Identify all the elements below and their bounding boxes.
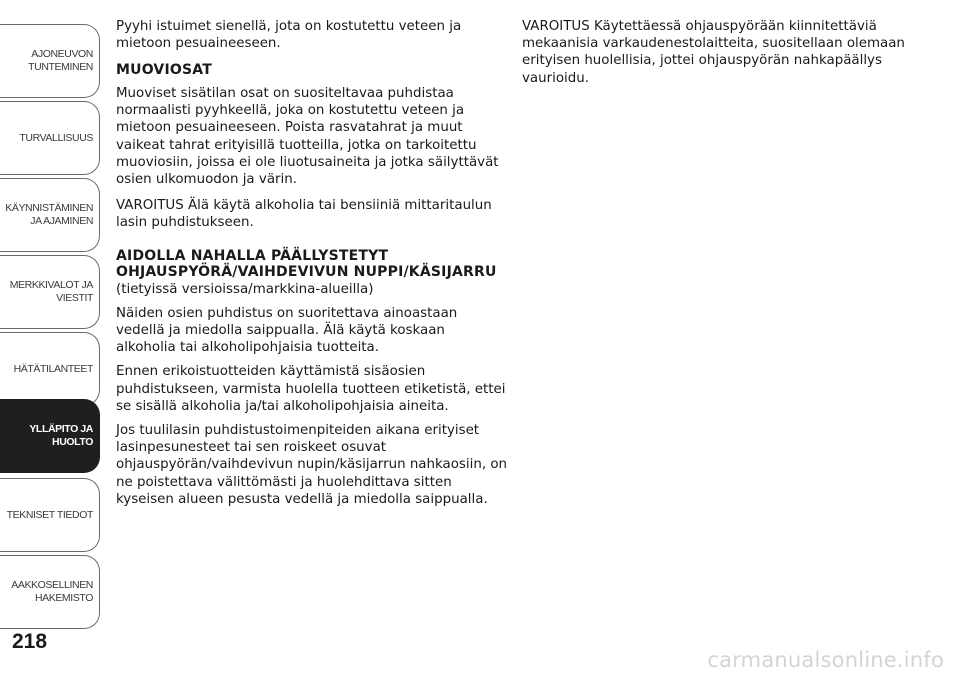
heading-leather-parts: AIDOLLA NAHALLA PÄÄLLYSTETYT OHJAUSPYÖRÄ/VAIHDEVIVUN NUPPI/KÄSIJARRU <box>116 247 497 281</box>
leather-text-3: Jos tuulilasin puhdistustoimenpiteiden aikana erityiset lasinpesunesteet tai sen roiskeet osuvat ohjauspyörän/vaihdevivun nupin/käsijarrun nahkaosiin, on ne poistettava välittömästi ja huolehdittava sitten kyseisen alueen pesusta vedellä ja miedolla saippualla. <box>116 422 508 507</box>
leather-text-2: Ennen erikoistuotteiden käyttämistä sisäosien puhdistukseen, varmista huolella tuotteen etiketistä, ettei se sisällä alkoholia ja/tai alkoholipohjaisia aineita. <box>116 364 506 414</box>
tab-merkkivalot-ja-viestit[interactable]: MERKKIVALOT JA VIESTIT <box>0 255 100 329</box>
tab-tekniset-tiedot[interactable]: TEKNISET TIEDOT <box>0 478 100 552</box>
leather-text-1: Näiden osien puhdistus on suoritettava ainoastaan vedellä ja miedolla saippualla. Älä käytä koskaan alkoholia tai alkoholipohjaisia tuotteita. <box>116 305 458 356</box>
tab-kaynnistaminen-ja-ajaminen[interactable]: KÄYNNISTÄMINEN JA AJAMINEN <box>0 178 100 252</box>
warning-steering-lock-text: VAROITUS Käytettäessä ohjauspyörään kiinnitettäviä mekaanisia varkaudenestolaitteita, suositellaan olemaan erityisen huolellisia, jottei ohjauspyörän nahkapäällys vaurioidu. <box>522 19 905 86</box>
right-column <box>522 18 922 96</box>
seat-cleaning-text: Pyyhi istuimet sienellä, jota on kostutettu veteen ja mietoon pesuaineeseen. <box>116 19 462 52</box>
tab-hatatilanteet[interactable]: HÄTÄTILANTEET <box>0 332 100 406</box>
watermark: carmanualsonline.info <box>707 648 944 672</box>
chapter-sidebar <box>0 0 100 678</box>
heading-plastic-parts: MUOVIOSAT <box>116 62 212 79</box>
warning-alcohol-text: VAROITUS Älä käytä alkoholia tai bensiiniä mittaritaulun lasin puhdistukseen. <box>116 198 492 231</box>
left-column <box>116 18 508 515</box>
tab-ajoneuvon-tunteminen[interactable]: AJONEUVON TUNTEMINEN <box>0 24 100 98</box>
plastic-parts-text: Muoviset sisätilan osat on suositeltavaa puhdistaa normaalisti pyyhkeellä, joka on kostutettu veteen ja mietoon pesuaineeseen. Poista rasvatahrat ja muut vaikeat tahrat erityisillä tuotteilla, jotka on tarkoitettu muoviosiin, joissa ei ole liuotusaineita ja jotka säilyttävät osien ulkomuodon ja värin. <box>116 85 499 187</box>
tab-turvallisuus[interactable]: TURVALLISUUS <box>0 101 100 175</box>
tab-yllapito-ja-huolto[interactable]: YLLÄPITO JA HUOLTO <box>0 399 100 473</box>
tab-aakkosellinen-hakemisto[interactable]: AAKKOSELLINEN HAKEMISTO <box>0 555 100 629</box>
leather-subtitle: (tietyissä versioissa/markkina-alueilla) <box>116 281 374 297</box>
page-number: 218 <box>12 630 48 653</box>
